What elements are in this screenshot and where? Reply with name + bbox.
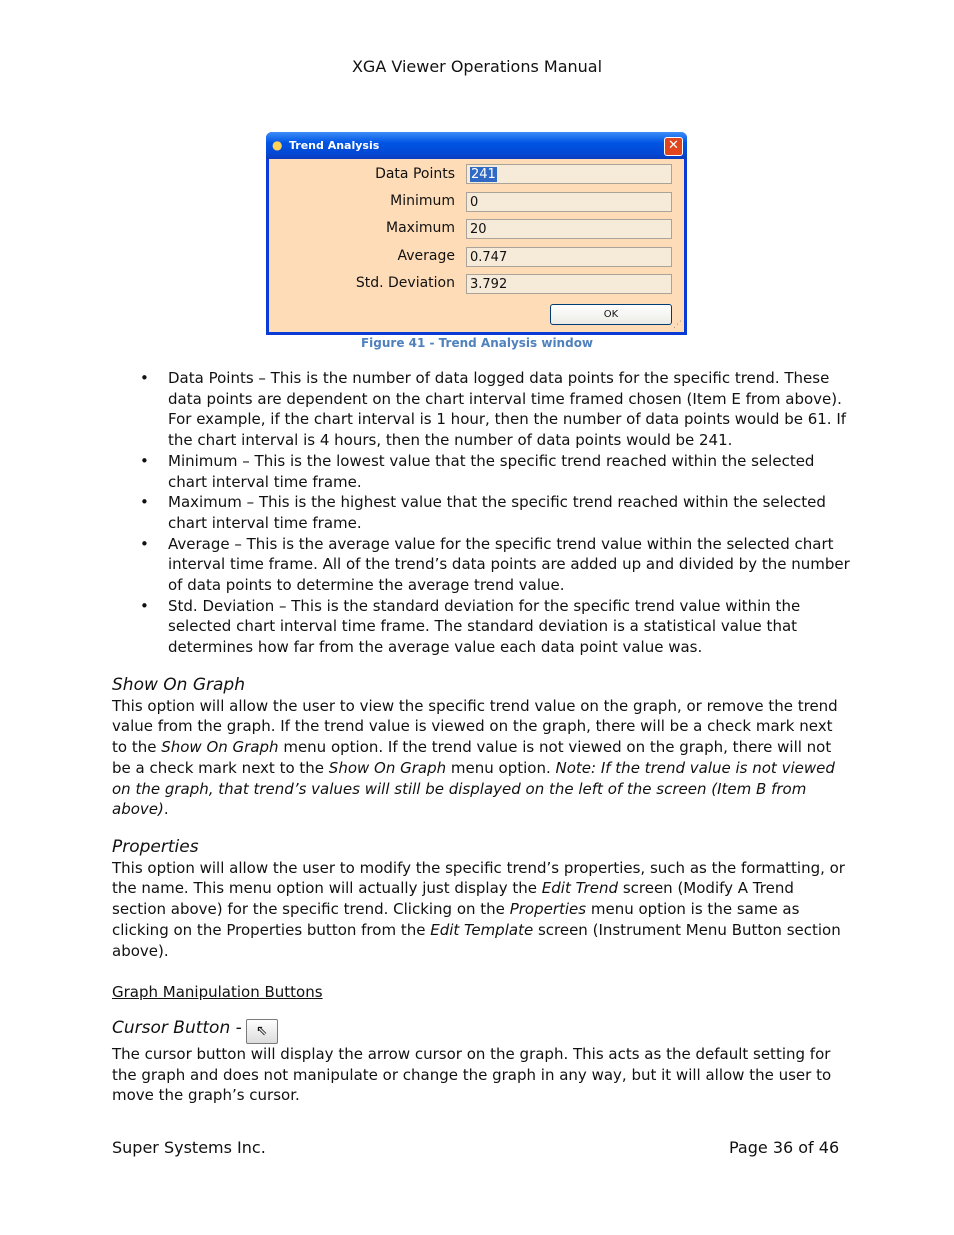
text-run: Show On Graph	[328, 758, 447, 777]
dialog-body	[269, 159, 684, 332]
maximum-label: Maximum	[386, 220, 455, 236]
footer-page-number: Page 36 of 46	[729, 1138, 840, 1157]
text-run: Edit Trend	[541, 879, 619, 898]
text-run: .	[163, 800, 169, 819]
footer-company: Super Systems Inc.	[112, 1138, 266, 1157]
text-run: menu option.	[446, 758, 556, 777]
section-paragraph: The cursor button will display the arrow cursor on the graph. This acts as the default setting for the graph and does not manipulate or change the graph in any way, but it will allow the user to move the graph’s cursor.	[112, 1045, 832, 1105]
resize-grip-icon[interactable]: ⋰	[673, 320, 682, 330]
text-run: menu option. If the trend value is not viewed on the graph, there will not be a check mark next to the	[112, 738, 832, 777]
list-item: • Std. Deviation – This is the standard deviation for the specific trend value within the selected chart interval time frame. The standard deviation is a statistical value that determines how far from the average value each data point value was.	[140, 596, 850, 658]
show-on-graph-section	[112, 675, 847, 820]
cursor-arrow-icon: ⇖	[246, 1019, 278, 1044]
minimum-label: Minimum	[390, 193, 455, 209]
average-label: Average	[397, 248, 455, 264]
text-run: Properties	[226, 920, 303, 939]
close-button[interactable]: ✕	[664, 137, 683, 156]
dialog-title: Trend Analysis	[289, 139, 380, 152]
trend-analysis-dialog	[266, 132, 687, 335]
section-paragraph	[112, 696, 847, 820]
dialog-titlebar[interactable]	[266, 132, 687, 159]
text-run: button from the	[302, 920, 431, 939]
section-heading: Properties	[112, 837, 199, 857]
section-heading: Graph Manipulation Buttons	[112, 983, 323, 1001]
properties-section	[112, 837, 847, 961]
text-run: screen (Instrument Menu Button section above).	[112, 920, 841, 960]
list-item: • Minimum – This is the lowest value that the specific trend reached within the selected chart interval time frame.	[140, 451, 850, 492]
list-item: • Average – This is the average value for the specific trend value within the selected chart interval time frame. All of the trend’s data points are added up and divided by the number of data points to determine the average trend value.	[140, 534, 850, 596]
section-paragraph	[112, 858, 847, 962]
section-heading: Show On Graph	[112, 675, 245, 695]
maximum-field[interactable]: 20	[466, 219, 672, 239]
text-run: This option will allow the user to view the specific trend value on the graph, or remove the trend value from the graph. If the trend value is viewed on the graph, there will be a check mark next to the	[112, 696, 838, 757]
heading-text: Cursor Button -	[112, 1018, 242, 1038]
person-icon: ●	[272, 138, 283, 152]
section-heading	[112, 1018, 847, 1044]
text-run: menu option is the same as clicking on the	[112, 900, 800, 939]
page-header: XGA Viewer Operations Manual	[351, 57, 603, 76]
text-run: This option will allow the user to modify the specific trend’s properties, such as the formatting, or the name. This menu option will actually just display the	[112, 858, 845, 898]
bullet-list	[140, 368, 850, 658]
ok-button[interactable]: OK	[550, 304, 672, 325]
data-points-value: 241	[471, 167, 496, 182]
text-run: screen (Modify A Trend section above) for the specific trend. Clicking on the	[112, 879, 794, 919]
minimum-field[interactable]: 0	[466, 192, 672, 212]
data-points-label: Data Points	[375, 166, 455, 182]
graph-manipulation-heading	[112, 982, 847, 1003]
list-item: • Data Points – This is the number of data logged data points for the specific trend. These data points are dependent on the chart interval time framed chosen (Item E from above). For example, if the chart interval is 1 hour, then the number of data points would be 61. If the chart interval is 4 hours, then the number of data points would be 241.	[140, 368, 850, 451]
figure-caption: Figure 41 - Trend Analysis window	[360, 336, 594, 350]
std-deviation-label: Std. Deviation	[355, 275, 455, 291]
text-run: Properties	[509, 900, 587, 919]
text-run: Show On Graph	[161, 738, 279, 757]
std-deviation-field[interactable]: 3.792	[466, 274, 672, 294]
text-run: Edit Template	[430, 920, 534, 939]
data-points-field[interactable]	[466, 164, 672, 184]
cursor-button-section	[112, 1018, 847, 1106]
list-item: • Maximum – This is the highest value that the specific trend reached within the selected chart interval time frame.	[140, 492, 850, 533]
note-text: Note: If the trend value is not viewed on the graph, that trend’s values will still be displayed on the left of the screen (Item B from above)	[112, 758, 835, 819]
average-field[interactable]: 0.747	[466, 247, 672, 267]
